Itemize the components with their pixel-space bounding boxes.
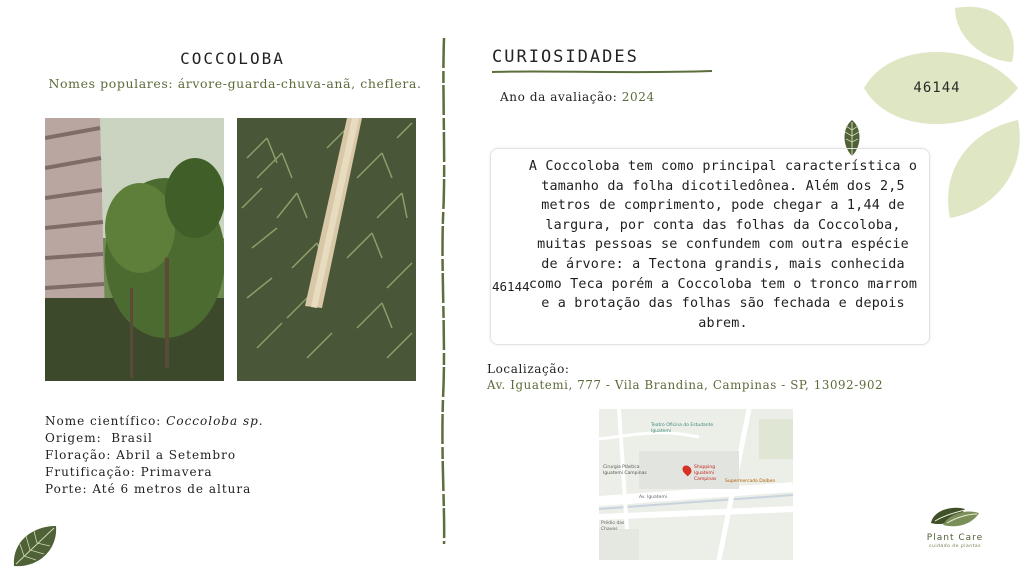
location-label: Localização: xyxy=(487,362,570,376)
map-road-label: Av. Iguatemi xyxy=(639,495,667,500)
location-address: Av. Iguatemi, 777 - Vila Brandina, Campinas - SP, 13092-902 xyxy=(487,378,884,392)
curiosities-title: CURIOSIDADES xyxy=(492,47,639,67)
scientific-name-value: Coccoloba sp. xyxy=(166,414,264,428)
plant-title: COCCOLOBA xyxy=(180,49,285,68)
map-label-bottom: Prédio das Chaves xyxy=(601,521,625,532)
evaluation-year: Ano da avaliação: 2024 xyxy=(500,90,655,104)
map-label-left: Cirurgia Plástica Iguatemi Campinas xyxy=(603,465,647,476)
popular-names: Nomes populares: árvore-guarda-chuva-anã, cheflera. xyxy=(48,76,422,91)
map-label-top: Teatro Oficina do Estudante Iguatemi xyxy=(651,423,714,434)
vertical-divider xyxy=(438,38,450,544)
leaf-icon-bottom-left xyxy=(10,522,60,570)
brand-name: Plant Care xyxy=(926,533,984,543)
location-map[interactable] xyxy=(599,409,793,560)
brand-tagline: cuidado de plantas xyxy=(929,544,981,549)
map-label-right: Supermercado Dalben xyxy=(725,479,776,484)
plant-facts xyxy=(45,413,425,498)
fact-size: Porte: Até 6 metros de altura xyxy=(45,482,252,496)
fact-scientific-name: Nome científico: Coccoloba sp. xyxy=(45,414,264,428)
side-id: 46144 xyxy=(492,279,530,294)
plant-photo-1 xyxy=(45,118,224,381)
fact-origin: Origem: Brasil xyxy=(45,431,153,445)
plant-care-logo-icon xyxy=(929,503,981,531)
evaluation-year-value: 2024 xyxy=(621,90,655,104)
plant-photo-2 xyxy=(237,118,416,381)
title-underline xyxy=(490,68,715,76)
fact-flowering: Floração: Abril a Setembro xyxy=(45,448,237,462)
map-label-mall: Shopping Iguatemi Campinas xyxy=(694,465,717,482)
fact-fruiting: Frutificação: Primavera xyxy=(45,465,213,479)
description-text: A Coccoloba tem como principal característica o tamanho da folha dicotiledônea. Além dos 2,5 metros de comprimento, pode chegar a 1,44 de largura, por conta das folhas da Coccoloba, muitas pessoas se confundem com outra espécie de árvore: a Tectona grandis, mais conhecida como Teca porém a Coccoloba tem o tronco marrom e a brotação das folhas são fechada e depois abrem. xyxy=(528,159,918,331)
id-badge: 46144 xyxy=(913,80,961,96)
